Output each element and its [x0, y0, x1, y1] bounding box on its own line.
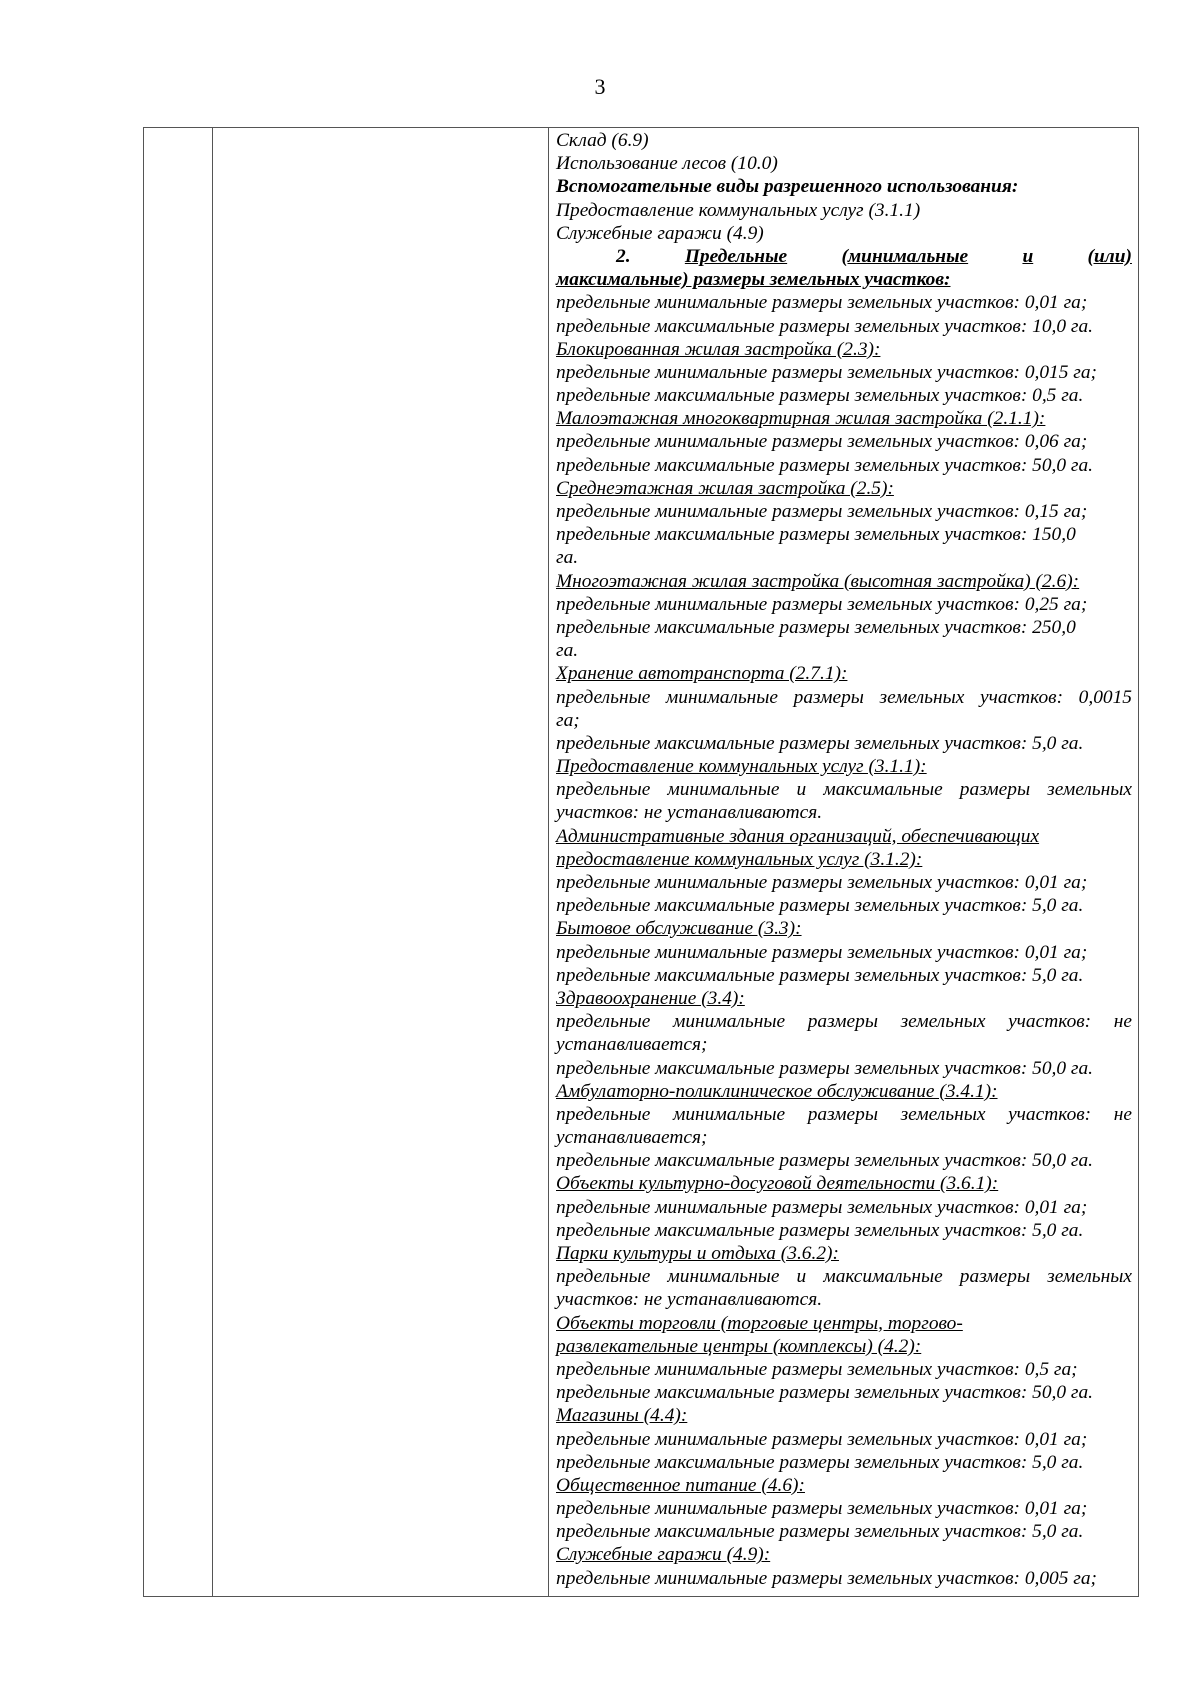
text-line: га;: [556, 709, 580, 731]
text-line: предельные минимальные размеры земельных участков: 0,01 га;: [556, 872, 1088, 893]
text-line: предельные минимальные размеры земельных участков: 0,25 га;: [556, 593, 1088, 615]
text-line: предельные минимальные размеры земельных участков: 0,01 га;: [556, 1196, 1088, 1218]
text-line: предельные максимальные размеры земельных участков: 10,0 га.: [556, 315, 1094, 337]
text-line: Склад (6.9): [556, 130, 649, 151]
text-line: предельные максимальные размеры земельных участков: 5,0 га.: [556, 1521, 1084, 1543]
column-divider-1: [212, 128, 213, 1596]
text-line: участков: не устанавливаются.: [556, 1289, 823, 1311]
text-line: предельные максимальные размеры земельных участков: 0,5 га.: [556, 385, 1084, 407]
text-line: предельные максимальные размеры земельных участков: 50,0 га.: [556, 454, 1094, 476]
text-line: участков: не устанавливаются.: [556, 802, 823, 824]
page-number: 3: [594, 74, 606, 99]
auxiliary-uses-heading: Вспомогательные виды разрешенного использования:: [556, 176, 1019, 198]
text-line: предельные максимальные размеры земельных участков: 150,0: [556, 524, 1076, 546]
column-divider-2: [548, 128, 549, 1596]
text-line: Предоставление коммунальных услуг (3.1.1): [556, 199, 921, 221]
text-line: предельные минимальные размеры земельных участков: 0,005 га;: [556, 1567, 1098, 1589]
permitted-use-cell: [556, 129, 1132, 1590]
text-line: предельные минимальные размеры земельных участков: не: [556, 1103, 1132, 1125]
use-type-heading: Парки культуры и отдыха (3.6.2):: [556, 1243, 839, 1264]
text-line: предельные максимальные размеры земельных участков: 50,0 га.: [556, 1382, 1094, 1404]
section-heading-word: 2.: [616, 245, 631, 267]
use-type-heading: Блокированная жилая застройка (2.3):: [556, 338, 881, 360]
section-heading-word: Предельные: [684, 245, 788, 267]
use-type-heading: Общественное питание (4.6):: [556, 1474, 805, 1496]
text-line: предельные максимальные размеры земельных участков: 50,0 га.: [556, 1150, 1094, 1172]
text-line: предельные минимальные размеры земельных участков: 0,01 га;: [556, 941, 1088, 963]
text-line: предельные минимальные размеры земельных участков: 0,0015: [556, 686, 1132, 708]
use-type-heading: Административные здания организаций, обеспечивающих: [556, 825, 1040, 847]
text-line: предельные максимальные размеры земельных участков: 5,0 га.: [556, 732, 1084, 754]
text-line: предельные максимальные размеры земельных участков: 50,0 га.: [556, 1057, 1094, 1079]
use-type-heading: Объекты торговли (торговые центры, торгово-: [556, 1312, 963, 1334]
text-line: предельные максимальные размеры земельных участков: 250,0: [556, 616, 1076, 638]
text-line: га.: [556, 640, 579, 662]
section-heading-word: (минимальные: [841, 245, 969, 267]
text-line: предельные минимальные размеры земельных участков: 0,06 га;: [556, 431, 1088, 453]
text-line: предельные минимальные размеры земельных участков: 0,5 га;: [556, 1358, 1078, 1380]
section-heading-word: (или): [1087, 245, 1132, 267]
section-heading-line: [556, 245, 1132, 268]
text-line: предельные максимальные размеры земельных участков: 5,0 га.: [556, 895, 1084, 917]
text-line: предельные минимальные размеры земельных участков: 0,01 га;: [556, 1428, 1088, 1450]
section-heading-line: максимальные) размеры земельных участков:: [556, 269, 951, 291]
text-line: устанавливается;: [556, 1127, 708, 1149]
use-type-heading: развлекательные центры (комплексы) (4.2):: [556, 1335, 922, 1357]
use-type-heading: предоставление коммунальных услуг (3.1.2):: [556, 848, 923, 870]
text-line: предельные минимальные размеры земельных участков: 0,15 га;: [556, 501, 1088, 522]
use-type-heading: Хранение автотранспорта (2.7.1):: [556, 663, 848, 685]
text-line: га.: [556, 547, 579, 569]
use-type-heading: Служебные гаражи (4.9):: [556, 1544, 771, 1566]
text-line: предельные минимальные и максимальные размеры земельных: [556, 1266, 1132, 1288]
text-line: предельные минимальные размеры земельных участков: 0,01 га;: [556, 292, 1088, 314]
text-line: устанавливается;: [556, 1034, 708, 1056]
text-line: предельные максимальные размеры земельных участков: 5,0 га.: [556, 964, 1084, 986]
use-type-heading: Малоэтажная многоквартирная жилая застройка (2.1.1):: [556, 408, 1046, 430]
text-line: предельные максимальные размеры земельных участков: 5,0 га.: [556, 1219, 1084, 1241]
section-heading-word: и: [1022, 245, 1034, 267]
use-type-heading: Среднеэтажная жилая застройка (2.5):: [556, 477, 894, 499]
text-line: предельные максимальные размеры земельных участков: 5,0 га.: [556, 1451, 1084, 1473]
use-type-heading: Амбулаторно-поликлиническое обслуживание (3.4.1):: [556, 1080, 998, 1102]
use-type-heading: Предоставление коммунальных услуг (3.1.1):: [556, 756, 927, 778]
text-line: Использование лесов (10.0): [556, 153, 778, 175]
use-type-heading: Объекты культурно-досуговой деятельности (3.6.1):: [556, 1173, 999, 1195]
regulations-table: [143, 127, 1139, 1597]
use-type-heading: Здравоохранение (3.4):: [556, 987, 745, 1009]
text-line: предельные минимальные и максимальные размеры земельных: [556, 779, 1132, 801]
text-line: Служебные гаражи (4.9): [556, 222, 764, 244]
use-type-heading: Многоэтажная жилая застройка (высотная застройка) (2.6):: [556, 570, 1080, 592]
use-type-heading: Бытовое обслуживание (3.3):: [556, 918, 802, 940]
text-line: предельные минимальные размеры земельных участков: 0,01 га;: [556, 1498, 1088, 1520]
text-line: предельные минимальные размеры земельных участков: 0,015 га;: [556, 361, 1098, 383]
text-line: предельные минимальные размеры земельных участков: не: [556, 1011, 1132, 1033]
use-type-heading: Магазины (4.4):: [556, 1405, 688, 1427]
